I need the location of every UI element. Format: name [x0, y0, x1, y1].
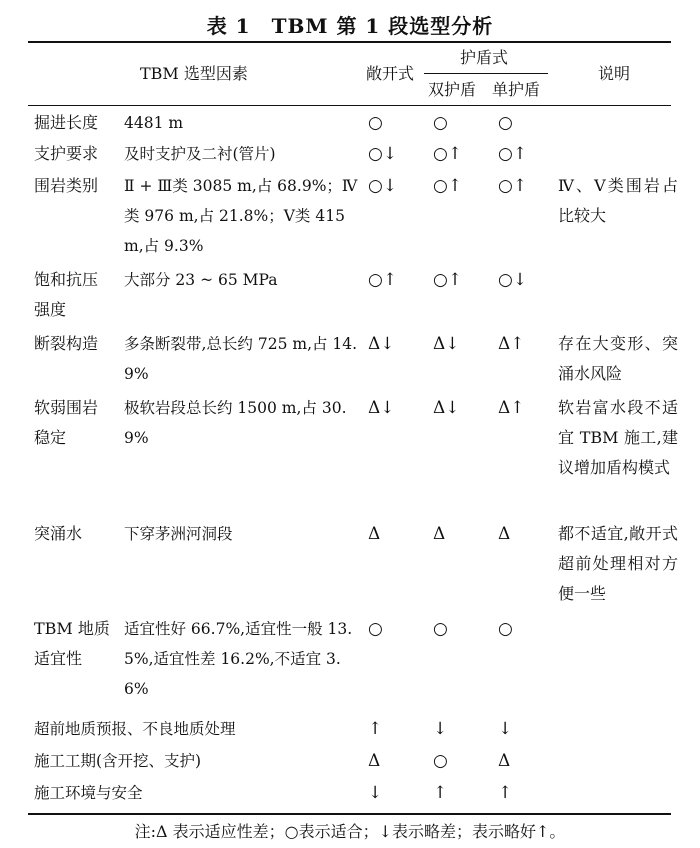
row-label: 断裂构造 — [34, 334, 99, 353]
row-single: ○ — [498, 113, 513, 133]
row-note: 都不适宜,敞开式超前处理相对方便一些 — [558, 524, 678, 603]
row-open: ○↑ — [368, 270, 398, 290]
row-single: Δ — [498, 751, 511, 771]
row-single: ○ — [498, 619, 513, 639]
row-double: ↑ — [433, 783, 448, 803]
header-open: 敞开式 — [366, 64, 415, 83]
row-desc: 大部分 23 ~ 65 MPa — [124, 271, 278, 289]
row-open: ↑ — [368, 719, 383, 739]
row-open: Δ↓ — [368, 398, 395, 418]
row-double: Δ↓ — [433, 334, 460, 354]
row-double: ○ — [433, 619, 448, 639]
row-open: Δ↓ — [368, 334, 395, 354]
row-double: Δ↓ — [433, 398, 460, 418]
row-desc: Ⅱ + Ⅲ类 3085 m,占 68.9%；Ⅳ类 976 m,占 21.8%；Ⅴ类 415 m,占 9.3% — [124, 177, 358, 255]
header-double: 双护盾 — [428, 80, 477, 99]
row-open: Δ — [368, 751, 381, 771]
row-label: 饱和抗压强度 — [34, 270, 99, 319]
row-label: 超前地质预报、不良地质处理 — [34, 720, 236, 738]
row-single: ○↑ — [498, 176, 528, 196]
row-single: ↓ — [498, 719, 513, 739]
row-double: ○↑ — [433, 144, 463, 164]
row-label: 软弱围岩稳定 — [34, 398, 99, 447]
table-footnote: 注:Δ 表示适应性差；○表示适合；↓表示略差；表示略好↑。 — [134, 822, 566, 841]
row-label: 施工工期(含开挖、支护) — [34, 752, 202, 770]
row-note: 存在大变形、突涌水风险 — [558, 334, 678, 383]
row-desc: 下穿茅洲河洞段 — [124, 525, 233, 543]
table-title: 表 1 TBM 第 1 段选型分析 — [206, 14, 494, 38]
top-rule — [28, 41, 671, 43]
header-single: 单护盾 — [492, 80, 541, 99]
row-open: Δ — [368, 524, 381, 544]
row-open: ○ — [368, 113, 383, 133]
row-open: ○ — [368, 619, 383, 639]
row-label: 掘进长度 — [34, 113, 99, 132]
row-single: Δ↑ — [498, 398, 525, 418]
header-rule — [28, 105, 671, 106]
row-desc: 多条断裂带,总长约 725 m,占 14.9% — [124, 335, 358, 383]
row-label: 施工环境与安全 — [34, 784, 143, 802]
row-double: ○↑ — [433, 176, 463, 196]
row-label: 支护要求 — [34, 144, 99, 163]
row-note: Ⅳ、Ⅴ类围岩占比较大 — [558, 176, 678, 225]
row-label: 突涌水 — [34, 524, 83, 543]
row-open: ○↓ — [368, 176, 398, 196]
row-single: ○↑ — [498, 144, 528, 164]
header-factors: TBM 选型因素 — [140, 64, 248, 83]
row-double: ↓ — [433, 719, 448, 739]
row-desc: 及时支护及二衬(管片) — [124, 145, 276, 163]
row-double: ○ — [433, 751, 448, 771]
header-note: 说明 — [598, 64, 631, 83]
bottom-rule — [28, 813, 671, 815]
row-note: 软岩富水段不适宜 TBM 施工,建议增加盾构模式 — [558, 398, 678, 477]
row-double: Δ — [433, 524, 446, 544]
header-shield: 护盾式 — [460, 48, 509, 67]
row-open: ↓ — [368, 783, 383, 803]
row-double: ○↑ — [433, 270, 463, 290]
row-single: ↑ — [498, 783, 513, 803]
row-desc: 适宜性好 66.7%,适宜性一般 13.5%,适宜性差 16.2%,不适宜 3.6% — [124, 620, 353, 698]
row-desc: 极软岩段总长约 1500 m,占 30.9% — [124, 399, 347, 447]
row-double: ○ — [433, 113, 448, 133]
row-single: Δ↑ — [498, 334, 525, 354]
row-label: TBM 地质适宜性 — [34, 619, 110, 668]
row-single: Δ — [498, 524, 511, 544]
row-single: ○↓ — [498, 270, 528, 290]
row-open: ○↓ — [368, 144, 398, 164]
row-label: 围岩类别 — [34, 176, 99, 195]
row-desc: 4481 m — [124, 114, 184, 132]
